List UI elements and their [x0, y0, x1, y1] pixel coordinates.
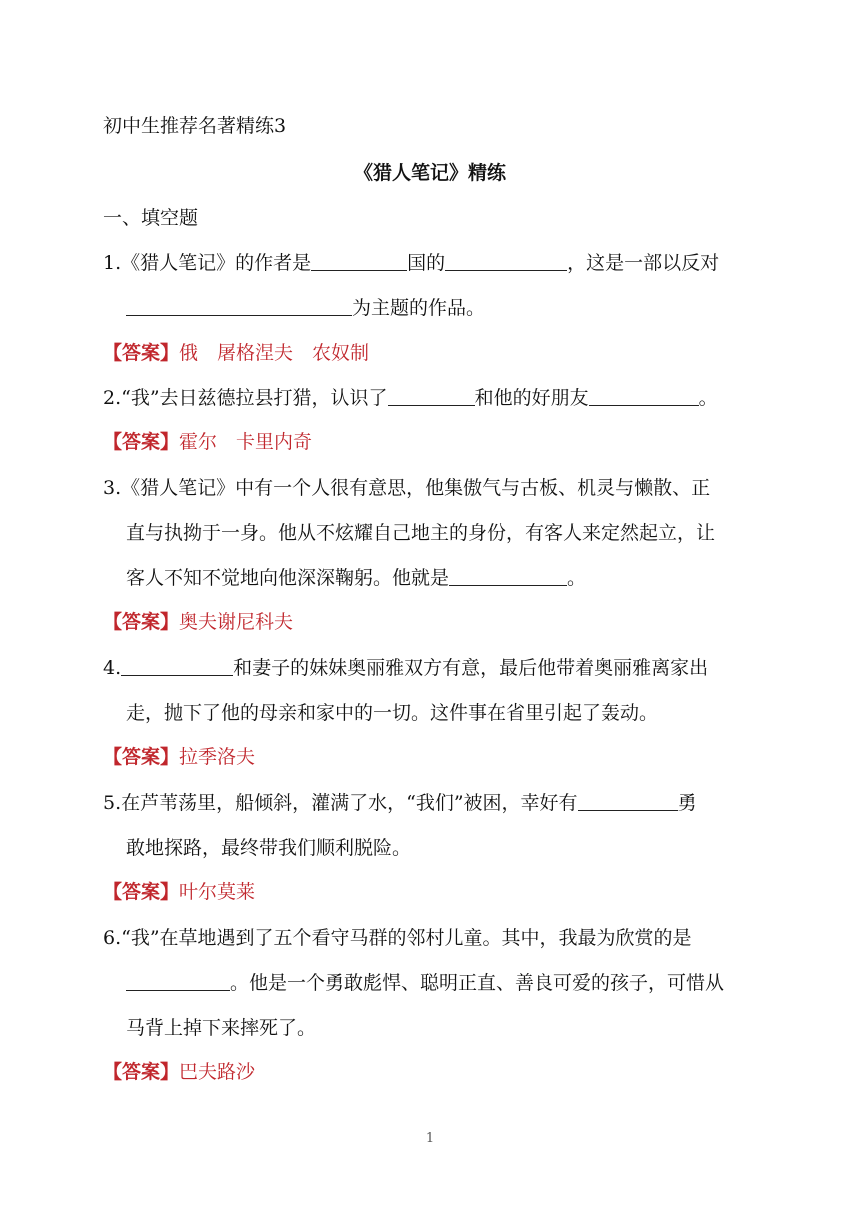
question-6-line-1: 6.“我”在草地遇到了五个看守马群的邻村儿童。其中，我最为欣赏的是 [103, 927, 692, 949]
answer-1 [103, 341, 369, 365]
question-3-text-b: 。 [567, 567, 587, 589]
question-1-text-c: ，这是一部以反对 [567, 252, 720, 274]
answer-2 [103, 430, 312, 454]
answer-5 [103, 880, 255, 904]
question-2-text-a: 2.“我”去日兹德拉县打猎，认识了 [103, 387, 388, 409]
question-4-line-1 [103, 656, 708, 680]
question-3-blank-1 [449, 567, 567, 586]
answer-3 [103, 610, 293, 634]
question-3-text-a: 客人不知不觉地向他深深鞠躬。他就是 [126, 567, 450, 589]
question-1-line-1 [103, 251, 719, 275]
question-2-text-b: 和他的好朋友 [474, 387, 589, 409]
question-6-line-2 [126, 971, 724, 995]
question-4-line-2: 走，抛下了他的母亲和家中的一切。这件事在省里引起了轰动。 [126, 702, 659, 724]
answer-text: 俄 屠格涅夫 农奴制 [179, 342, 370, 364]
question-1-blank-1 [311, 252, 407, 271]
answer-tag: 【答案】 [103, 342, 180, 364]
question-1-blank-3 [126, 297, 352, 316]
section-heading: 一、填空题 [103, 207, 199, 229]
question-6-line-3: 马背上掉下来摔死了。 [126, 1017, 317, 1039]
question-3-line-2: 直与执拗于一身。他从不炫耀自己地主的身份，有客人来定然起立，让 [126, 522, 716, 544]
question-5-line-1 [103, 791, 697, 815]
series-title: 初中生推荐名著精练3 [103, 115, 287, 137]
question-1-blank-2 [445, 252, 567, 271]
question-5-line-2: 敢地探路，最终带我们顺利脱险。 [126, 837, 412, 859]
question-2-line-1 [103, 386, 718, 410]
answer-text: 霍尔 卡里内奇 [179, 431, 313, 453]
answer-tag: 【答案】 [103, 746, 180, 768]
question-5-text-b: 勇 [677, 792, 697, 814]
answer-text: 拉季洛夫 [179, 746, 256, 768]
question-1-text-d: 为主题的作品。 [352, 297, 486, 319]
question-2-text-c: 。 [698, 387, 718, 409]
answer-tag: 【答案】 [103, 431, 180, 453]
page-number: 1 [425, 1131, 435, 1146]
question-3-line-1: 3.《猎人笔记》中有一个人很有意思，他集傲气与古板、机灵与懒散、正 [103, 477, 711, 499]
question-1-text-b: 国的 [407, 252, 446, 274]
question-4-text-a: 4. [103, 657, 122, 679]
answer-text: 奥夫谢尼科夫 [179, 611, 294, 633]
document-title: 《猎人笔记》精练 [353, 162, 506, 184]
answer-6 [103, 1060, 255, 1084]
answer-text: 巴夫路沙 [179, 1061, 256, 1083]
answer-tag: 【答案】 [103, 611, 180, 633]
question-2-blank-1 [388, 387, 475, 406]
question-4-blank-1 [121, 657, 233, 676]
answer-4 [103, 745, 255, 769]
question-6-blank-1 [126, 972, 230, 991]
answer-text: 叶尔莫莱 [179, 881, 256, 903]
question-1-text-a: 1.《猎人笔记》的作者是 [103, 252, 312, 274]
question-4-text-b: 和妻子的妹妹奥丽雅双方有意，最后他带着奥丽雅离家出 [233, 657, 709, 679]
question-2-blank-2 [589, 387, 699, 406]
question-6-text-b: 。他是一个勇敢彪悍、聪明正直、善良可爱的孩子，可惜从 [230, 972, 725, 994]
question-5-text-a: 5.在芦苇荡里，船倾斜，灌满了水，“我们”被困，幸好有 [103, 792, 578, 814]
question-5-blank-1 [578, 792, 678, 811]
question-3-line-3 [126, 566, 586, 590]
question-1-line-2 [126, 296, 485, 320]
answer-tag: 【答案】 [103, 1061, 180, 1083]
answer-tag: 【答案】 [103, 881, 180, 903]
